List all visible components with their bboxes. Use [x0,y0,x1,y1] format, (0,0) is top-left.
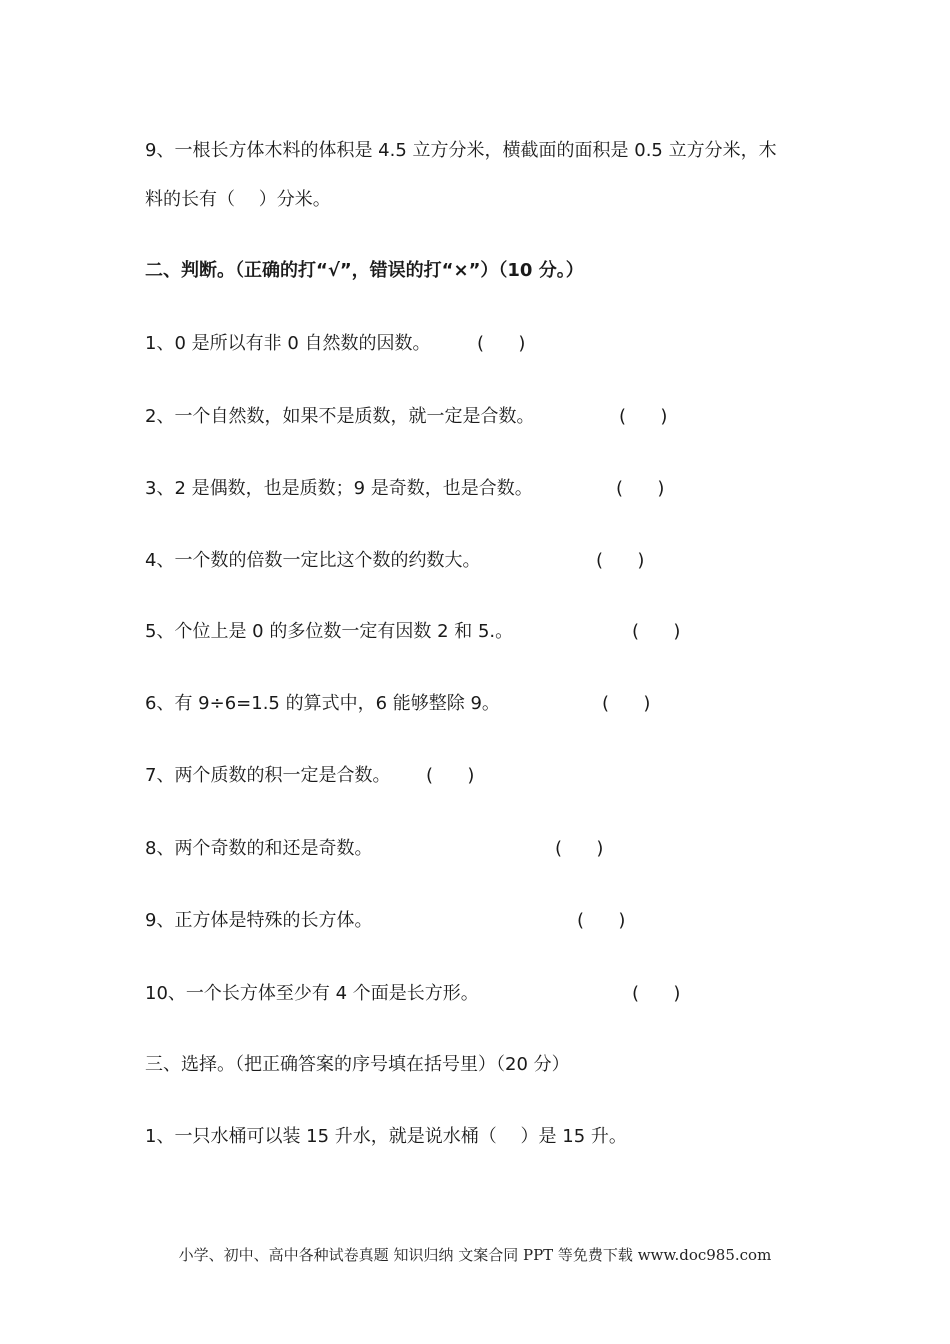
judgement-item-7: 7、两个质数的积一定是合数。 [145,765,391,786]
judgement-item-4: 4、一个数的倍数一定比这个数的约数大。 [145,550,481,571]
judgement-item-5: 5、个位上是 0 的多位数一定有因数 2 和 5.。 [145,621,514,642]
judgement-item-8: 8、两个奇数的和还是奇数。 [145,838,373,859]
judgement-item-5-blank[interactable]: ( ) [632,621,681,642]
judgement-item-9: 9、正方体是特殊的长方体。 [145,910,373,931]
judgement-item-2-blank[interactable]: ( ) [619,406,668,427]
judgement-item-8-blank[interactable]: ( ) [555,838,604,859]
choice-heading: 三、选择。（把正确答案的序号填在括号里）（20 分） [145,1054,570,1075]
judgement-item-10: 10、一个长方体至少有 4 个面是长方形。 [145,983,479,1004]
page-footer: 小学、初中、高中各种试卷真题 知识归纳 文案合同 PPT 等免费下载 www.doc985.com [178,1246,772,1264]
judgement-item-7-blank[interactable]: ( ) [426,765,475,786]
judgement-item-4-blank[interactable]: ( ) [596,550,645,571]
judgement-item-2: 2、一个自然数，如果不是质数，就一定是合数。 [145,406,535,427]
choice-q1: 1、一只水桶可以装 15 升水，就是说水桶（ ）是 15 升。 [145,1126,627,1147]
judgement-item-6: 6、有 9÷6=1.5 的算式中，6 能够整除 9。 [145,693,500,714]
judgement-heading: 二、判断。（正确的打“√”，错误的打“×”）（10 分。） [145,260,584,281]
judgement-item-9-blank[interactable]: ( ) [577,910,626,931]
judgement-item-6-blank[interactable]: ( ) [602,693,651,714]
fill-blank-q9-line1: 9、一根长方体木料的体积是 4.5 立方分米，横截面的面积是 0.5 立方分米，木 [145,140,777,161]
fill-blank-q9-line2: 料的长有（ ）分米。 [145,189,331,210]
judgement-item-3: 3、2 是偶数，也是质数；9 是奇数，也是合数。 [145,478,533,499]
judgement-item-3-blank[interactable]: ( ) [616,478,665,499]
judgement-item-1: 1、0 是所以有非 0 自然数的因数。 [145,333,431,354]
judgement-item-1-blank[interactable]: ( ) [477,333,526,354]
judgement-item-10-blank[interactable]: ( ) [632,983,681,1004]
